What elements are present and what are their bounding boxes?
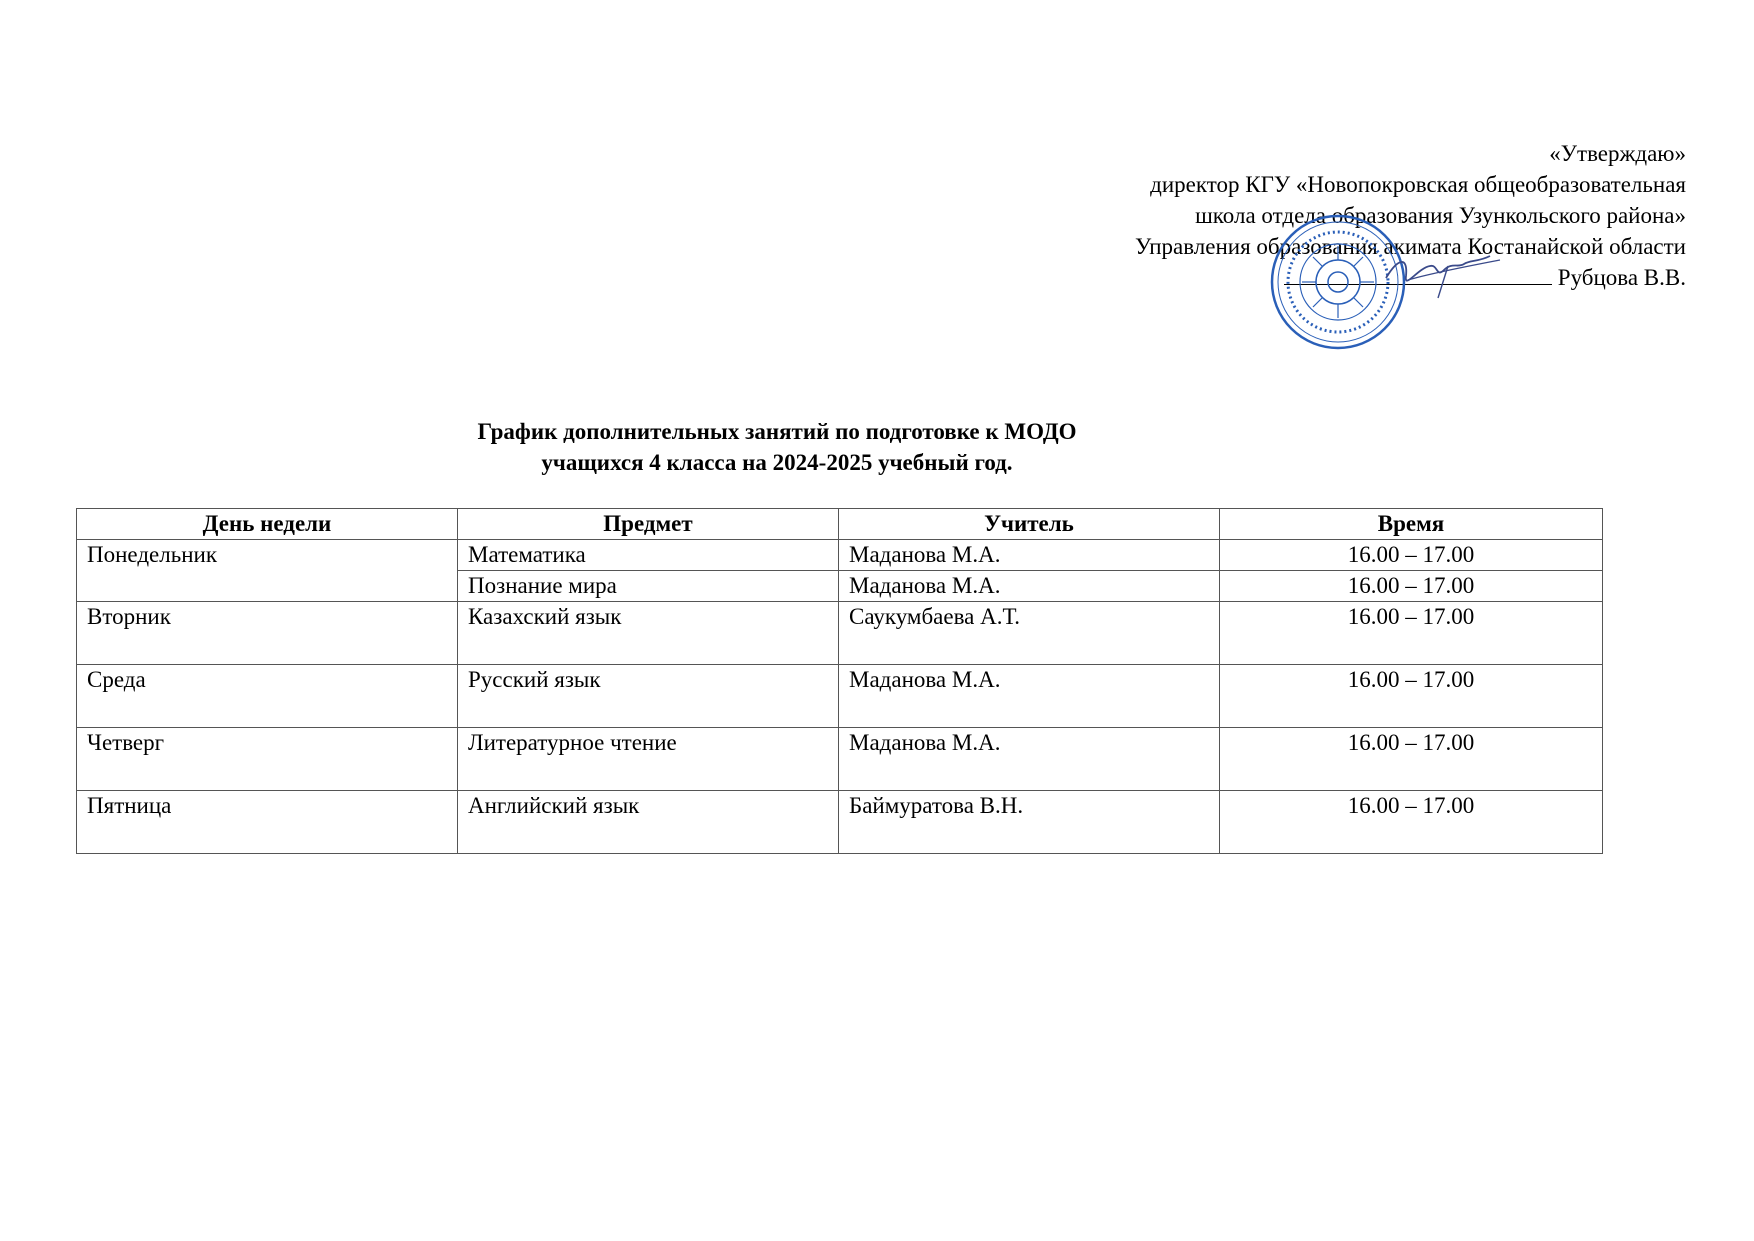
cell-time: 16.00 – 17.00 xyxy=(1220,571,1603,602)
cell-subject: Литературное чтение xyxy=(458,728,839,791)
cell-teacher: Маданова М.А. xyxy=(839,665,1220,728)
cell-day: Пятница xyxy=(77,791,458,854)
approval-position: директор КГУ «Новопокровская общеобразовательная xyxy=(1150,172,1686,197)
cell-teacher: Саукумбаева А.Т. xyxy=(839,602,1220,665)
table-header-row xyxy=(77,509,1603,540)
table-row xyxy=(77,540,1603,571)
document-title xyxy=(0,416,1654,478)
title-line-2: учащихся 4 класса на 2024-2025 учебный год. xyxy=(541,450,1013,475)
header-time: Время xyxy=(1220,509,1603,540)
cell-teacher: Маданова М.А. xyxy=(839,571,1220,602)
cell-day: Понедельник xyxy=(77,540,458,602)
cell-day: Вторник xyxy=(77,602,458,665)
header-teacher: Учитель xyxy=(839,509,1220,540)
handwritten-signature-icon xyxy=(1378,238,1508,308)
title-line-1: График дополнительных занятий по подготовке к МОДО xyxy=(477,419,1077,444)
cell-teacher: Маданова М.А. xyxy=(839,540,1220,571)
table-row xyxy=(77,791,1603,854)
table-row xyxy=(77,728,1603,791)
signatory-name: Рубцова В.В. xyxy=(1557,265,1686,290)
header-subject: Предмет xyxy=(458,509,839,540)
cell-teacher: Баймуратова В.Н. xyxy=(839,791,1220,854)
table-row xyxy=(77,602,1603,665)
schedule-table xyxy=(76,508,1603,854)
header-day: День недели xyxy=(77,509,458,540)
cell-day: Четверг xyxy=(77,728,458,791)
cell-day: Среда xyxy=(77,665,458,728)
approval-school: школа отдела образования Узункольского района» xyxy=(1195,203,1686,228)
approval-heading: «Утверждаю» xyxy=(1549,141,1686,166)
cell-time: 16.00 – 17.00 xyxy=(1220,728,1603,791)
cell-subject: Английский язык xyxy=(458,791,839,854)
cell-subject: Казахский язык xyxy=(458,602,839,665)
cell-subject: Математика xyxy=(458,540,839,571)
cell-time: 16.00 – 17.00 xyxy=(1220,791,1603,854)
table-row xyxy=(77,665,1603,728)
cell-time: 16.00 – 17.00 xyxy=(1220,665,1603,728)
cell-subject: Русский язык xyxy=(458,665,839,728)
cell-subject: Познание мира xyxy=(458,571,839,602)
approval-department: Управления образования акимата Костанайской области xyxy=(1134,234,1686,259)
cell-time: 16.00 – 17.00 xyxy=(1220,602,1603,665)
cell-teacher: Маданова М.А. xyxy=(839,728,1220,791)
cell-time: 16.00 – 17.00 xyxy=(1220,540,1603,571)
